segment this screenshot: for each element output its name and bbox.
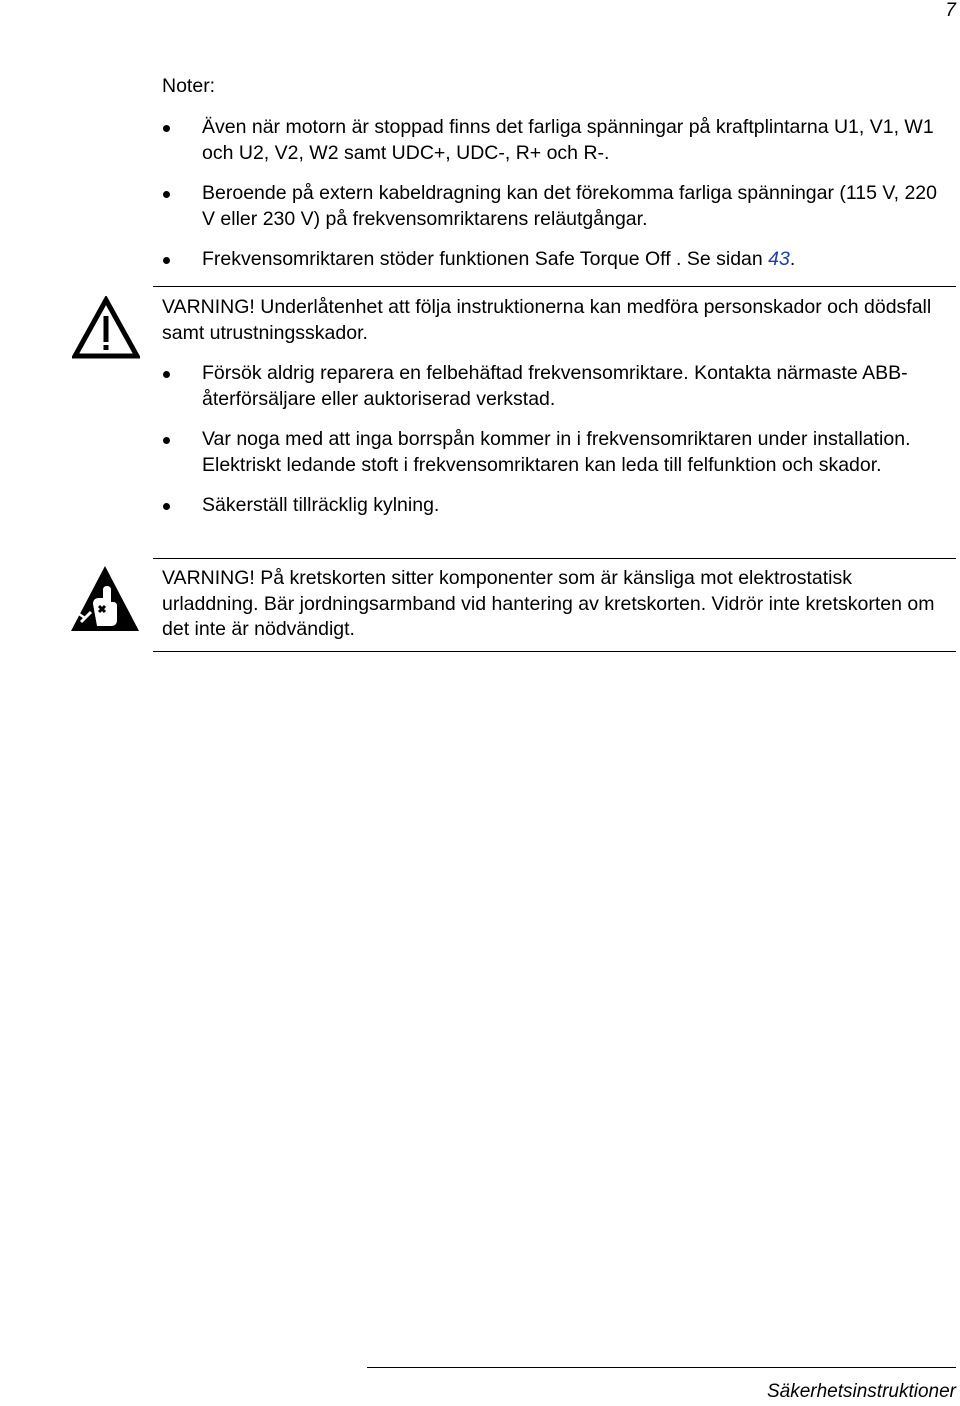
warning-list bbox=[162, 361, 952, 534]
divider bbox=[153, 651, 956, 652]
warning-paragraph bbox=[162, 295, 952, 346]
list-item: Var noga med att inga borrspån kommer in i frekvensomriktaren under installation. Elektriskt ledande stoft i frekvensomriktaren kan leda till felfunktion och skador. bbox=[162, 427, 952, 478]
footer-divider bbox=[367, 1367, 956, 1368]
list-item-end: . bbox=[789, 248, 796, 270]
general-warning-icon bbox=[72, 296, 140, 360]
warning-label: VARNING! bbox=[162, 567, 255, 589]
footer-title: Säkerhetsinstruktioner bbox=[766, 1380, 956, 1402]
notes-title: Noter: bbox=[162, 75, 216, 97]
list-item: Säkerställ tillräcklig kylning. bbox=[162, 493, 952, 519]
divider bbox=[153, 286, 956, 287]
warning-label: VARNING! bbox=[162, 296, 255, 318]
warning-text: Underlåtenhet att följa instruktionerna kan medföra personskador och dödsfall samt utrustningsskador. bbox=[162, 296, 932, 344]
list-item-text: Frekvensomriktaren stöder funktionen Safe Torque Off . Se sidan bbox=[202, 248, 769, 270]
warning-text: På kretskorten sitter komponenter som är känsliga mot elektrostatisk urladdning. Bär jordningsarmband vid hantering av kretskorten. Vidrör inte kretskorten om det inte är nödvändigt. bbox=[162, 567, 935, 640]
list-item: Beroende på extern kabeldragning kan det förekomma farliga spänningar (115 V, 220 V eller 230 V) på frekvensomriktarens reläutgångar. bbox=[162, 181, 952, 232]
esd-warning-icon bbox=[69, 564, 141, 634]
list-item: Även när motorn är stoppad finns det farliga spänningar på kraftplintarna U1, V1, W1 och U2, V2, W2 samt UDC+, UDC-, R+ och R-. bbox=[162, 115, 952, 166]
list-item bbox=[162, 247, 952, 273]
warning-paragraph bbox=[162, 566, 952, 643]
notes-list bbox=[162, 115, 952, 288]
page-number: 7 bbox=[945, 0, 956, 21]
list-item: Försök aldrig reparera en felbehäftad frekvensomriktare. Kontakta närmaste ABB-återförsäljare eller auktoriserad verkstad. bbox=[162, 361, 952, 412]
page-link[interactable]: 43 bbox=[768, 248, 790, 270]
divider bbox=[153, 558, 956, 559]
